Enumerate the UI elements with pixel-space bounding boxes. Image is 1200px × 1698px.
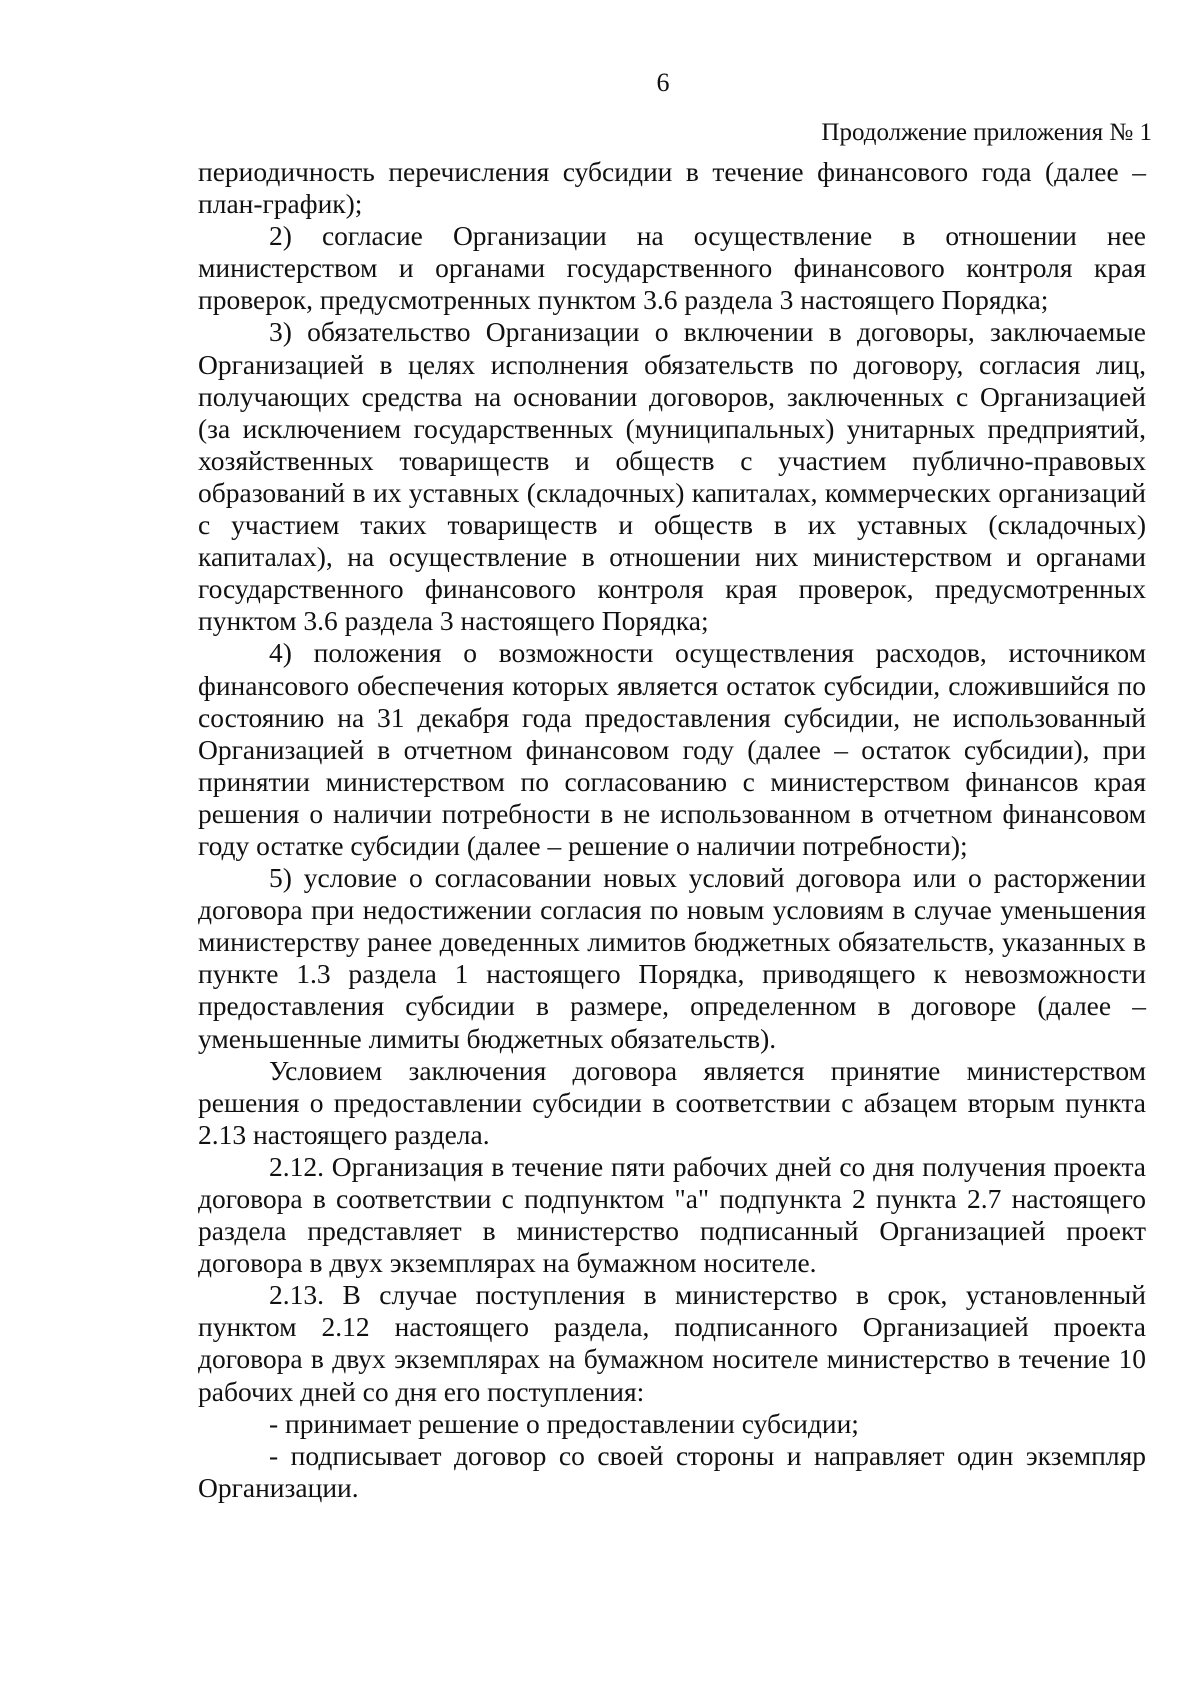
paragraph: периодичность перечисления субсидии в течение финансового года (далее – план-график); [198,156,1146,220]
paragraph: 3) обязательство Организации о включении в договоры, заключаемые Организацией в целях исполнения обязательств по договору, согласия лиц, получающих средства на основании договоров, заключенных с Организацией (за исключением государственных (муниципальных) унитарных предприятий, хозяйственных товариществ и обществ с участием публично-правовых образований в их уставных (складочных) капиталах, коммерческих организаций с участием таких товариществ и обществ в их уставных (складочных) капиталах), на осуществление в отношении них министерством и органами государственного финансового контроля края проверок, предусмотренных пунктом 3.6 раздела 3 настоящего Порядка; [198,316,1146,637]
paragraph: 2.13. В случае поступления в министерство в срок, установленный пунктом 2.12 настоящего раздела, подписанного Организацией проекта договора в двух экземплярах на бумажном носителе министерство в течение 10 рабочих дней со дня его поступления: [198,1279,1146,1407]
paragraph: 5) условие о согласовании новых условий договора или о расторжении договора при недостижении согласия по новым условиям в случае уменьшения министерству ранее доведенных лимитов бюджетных обязательств, указанных в пункте 1.3 раздела 1 настоящего Порядка, приводящего к невозможности предоставления субсидии в размере, определенном в договоре (далее – уменьшенные лимиты бюджетных обязательств). [198,862,1146,1054]
paragraph: Условием заключения договора является принятие министерством решения о предоставлении субсидии в соответствии с абзацем вторым пункта 2.13 настоящего раздела. [198,1054,1146,1150]
continuation-note: Продолжение приложения № 1 [821,119,1152,146]
paragraph: - подписывает договор со своей стороны и направляет один экземпляр Организации. [198,1439,1146,1503]
paragraph: 4) положения о возможности осуществления расходов, источником финансового обеспечения которых является остаток субсидии, сложившийся по состоянию на 31 декабря года предоставления субсидии, не использованный Организацией в отчетном финансовом году (далее – остаток субсидии), при принятии министерством по согласованию с министерством финансов края решения о наличии потребности в не использованном в отчетном финансовом году остатке субсидии (далее – решение о наличии потребности); [198,637,1146,861]
paragraph: 2) согласие Организации на осуществление в отношении нее министерством и органами государственного финансового контроля края проверок, предусмотренных пунктом 3.6 раздела 3 настоящего Порядка; [198,220,1146,316]
document-body [198,156,1146,1504]
paragraph: - принимает решение о предоставлении субсидии; [269,1407,859,1439]
paragraph: 2.12. Организация в течение пяти рабочих дней со дня получения проекта договора в соответствии с подпунктом "а" подпункта 2 пункта 2.7 настоящего раздела представляет в министерство подписанный Организацией проект договора в двух экземплярах на бумажном носителе. [198,1150,1146,1279]
page-number: 6 [656,68,670,97]
